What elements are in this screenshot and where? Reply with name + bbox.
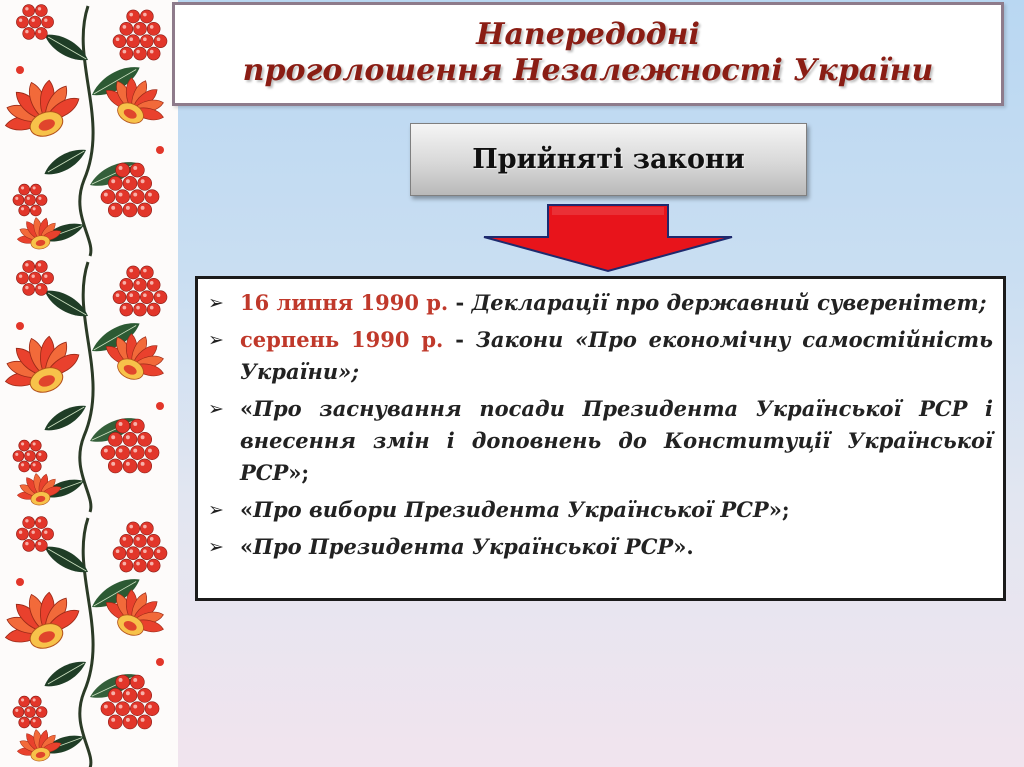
arrowhead-bullet-icon: ➢ [208,292,224,314]
title-box [172,2,1004,106]
law-title: Декларації про державний суверенітет; [471,290,987,315]
law-date: 16 липня 1990 р. [240,290,449,315]
list-item: ➢ «Про Президента Української РСР». [208,531,993,563]
arrowhead-bullet-icon: ➢ [208,536,224,558]
arrowhead-bullet-icon: ➢ [208,398,224,420]
law-title: Закони «Про економічну самостійність України»; [240,327,994,384]
adopted-laws-button[interactable]: Прийняті закони [410,123,807,196]
list-item: ➢ «Про вибори Президента Української РСР»; [208,494,993,526]
law-title: Про Президента Української РСР [253,534,674,559]
floral-ornament-border [0,0,178,767]
law-date: серпень 1990 р. [240,327,444,352]
law-title: Про заснування посади Президента Української РСР і внесення змін і доповнень до Конституції Української РСР [240,396,993,485]
list-item: ➢ 16 липня 1990 р. - Декларації про державний суверенітет; [208,287,993,319]
down-arrow-icon [480,203,738,275]
title-line-1: Напередодні [476,17,700,52]
petrykivka-ornament-icon [0,0,178,767]
laws-list [195,276,1006,601]
law-title: Про вибори Президента Української РСР [253,497,769,522]
arrowhead-bullet-icon: ➢ [208,499,224,521]
list-item: ➢ серпень 1990 р. - Закони «Про економічну самостійність України»; [208,324,993,388]
arrowhead-bullet-icon: ➢ [208,329,224,351]
list-item: ➢ «Про заснування посади Президента Української РСР і внесення змін і доповнень до Конституції Української РСР»; [208,393,993,489]
title-line-2: проголошення Незалежності України [242,53,934,88]
